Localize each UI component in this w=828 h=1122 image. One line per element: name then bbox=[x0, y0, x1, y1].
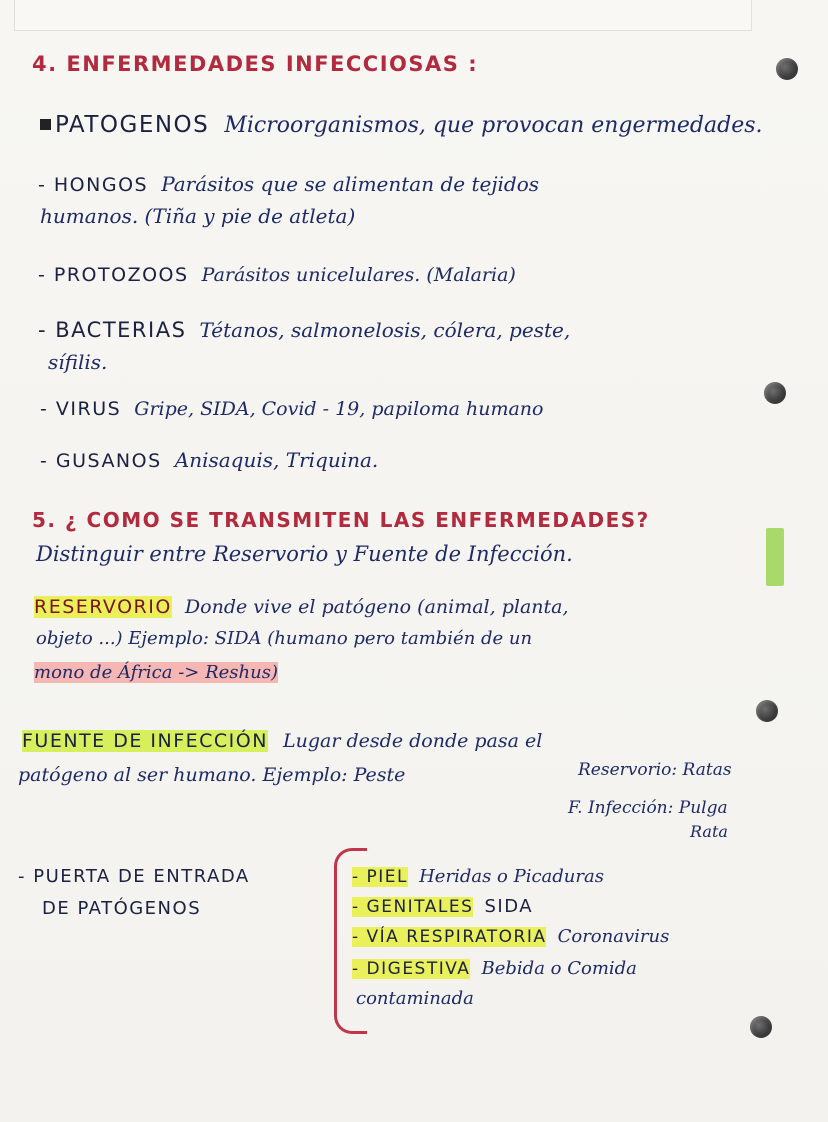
gusanos-label: - GUSANOS bbox=[40, 450, 162, 472]
protozoos-text: Parásitos unicelulares. (Malaria) bbox=[201, 264, 516, 286]
virus-label: - VIRUS bbox=[40, 398, 122, 420]
fuente-line bbox=[22, 730, 542, 752]
gusanos-text: Anisaquis, Triquina. bbox=[174, 448, 379, 472]
fuente-label: FUENTE DE INFECCIÓN bbox=[22, 730, 268, 752]
bacterias-line bbox=[38, 318, 570, 342]
patogenos-label: PATOGENOS bbox=[55, 112, 210, 138]
binder-hole-icon bbox=[776, 58, 798, 80]
peste-fuente-2: Rata bbox=[690, 822, 728, 841]
patogenos-line bbox=[40, 112, 763, 138]
hongos-text: Parásitos que se alimentan de tejidos bbox=[161, 172, 540, 196]
binder-hole-icon bbox=[750, 1016, 772, 1038]
entrada-label: - PIEL bbox=[352, 867, 409, 887]
digestiva-text-2: contaminada bbox=[356, 988, 474, 1009]
bacterias-text: Tétanos, salmonelosis, cólera, peste, bbox=[199, 318, 571, 342]
hongos-line bbox=[38, 172, 539, 196]
entrada-item bbox=[352, 958, 637, 979]
fuente-text: Lugar desde donde pasa el bbox=[283, 730, 543, 752]
binder-hole-icon bbox=[764, 382, 786, 404]
entrada-item bbox=[352, 896, 533, 917]
entrada-label: - VÍA RESPIRATORIA bbox=[352, 927, 547, 947]
entrada-label: - DIGESTIVA bbox=[352, 959, 471, 979]
protozoos-label: - PROTOZOOS bbox=[38, 264, 189, 286]
peste-fuente: F. Infección: Pulga bbox=[568, 798, 728, 818]
reservorio-line bbox=[34, 596, 569, 618]
reservorio-text-2: objeto ...) Ejemplo: SIDA (humano pero también de un bbox=[36, 628, 533, 649]
section-5-title: 5. ¿ COMO SE TRANSMITEN LAS ENFERMEDADES? bbox=[32, 508, 650, 532]
reservorio-text: Donde vive el patógeno (animal, planta, bbox=[184, 596, 569, 618]
hongos-label: - HONGOS bbox=[38, 174, 149, 196]
reservorio-example-highlight: mono de África -> Reshus) bbox=[34, 662, 278, 683]
entrada-label: - GENITALES bbox=[352, 897, 474, 917]
square-bullet-icon bbox=[40, 119, 51, 130]
section-4-title: 4. ENFERMEDADES INFECCIOSAS : bbox=[32, 52, 479, 76]
protozoos-line bbox=[38, 264, 516, 286]
entrada-text: Coronavirus bbox=[557, 926, 670, 947]
puerta-label-2: DE PATÓGENOS bbox=[42, 898, 202, 919]
reservorio-label: RESERVORIO bbox=[34, 596, 172, 618]
virus-line bbox=[40, 398, 543, 420]
entrada-text: Bebida o Comida bbox=[481, 958, 637, 979]
patogenos-definition: Microorganismos, que provocan engermedades. bbox=[224, 113, 763, 138]
binder-hole-icon bbox=[756, 700, 778, 722]
sticky-tab bbox=[766, 528, 784, 586]
entrada-item bbox=[352, 866, 604, 887]
entrada-text: Heridas o Picaduras bbox=[419, 866, 604, 887]
page-top-strip bbox=[14, 0, 752, 31]
bacterias-label: - BACTERIAS bbox=[38, 318, 187, 342]
bacterias-text-2: sífilis. bbox=[48, 350, 108, 374]
reservorio-text-3 bbox=[34, 662, 278, 683]
gusanos-line bbox=[40, 448, 378, 472]
virus-text: Gripe, SIDA, Covid - 19, papiloma humano bbox=[134, 398, 544, 420]
section-5-subtitle: Distinguir entre Reservorio y Fuente de Infección. bbox=[36, 542, 573, 566]
entrada-text: SIDA bbox=[484, 896, 534, 917]
peste-reservorio: Reservorio: Ratas bbox=[578, 760, 732, 780]
fuente-text-2: patógeno al ser humano. Ejemplo: Peste bbox=[18, 764, 406, 786]
entrada-item bbox=[352, 926, 669, 947]
hongos-text-2: humanos. (Tiña y pie de atleta) bbox=[40, 204, 356, 228]
puerta-label: - PUERTA DE ENTRADA bbox=[18, 866, 250, 887]
